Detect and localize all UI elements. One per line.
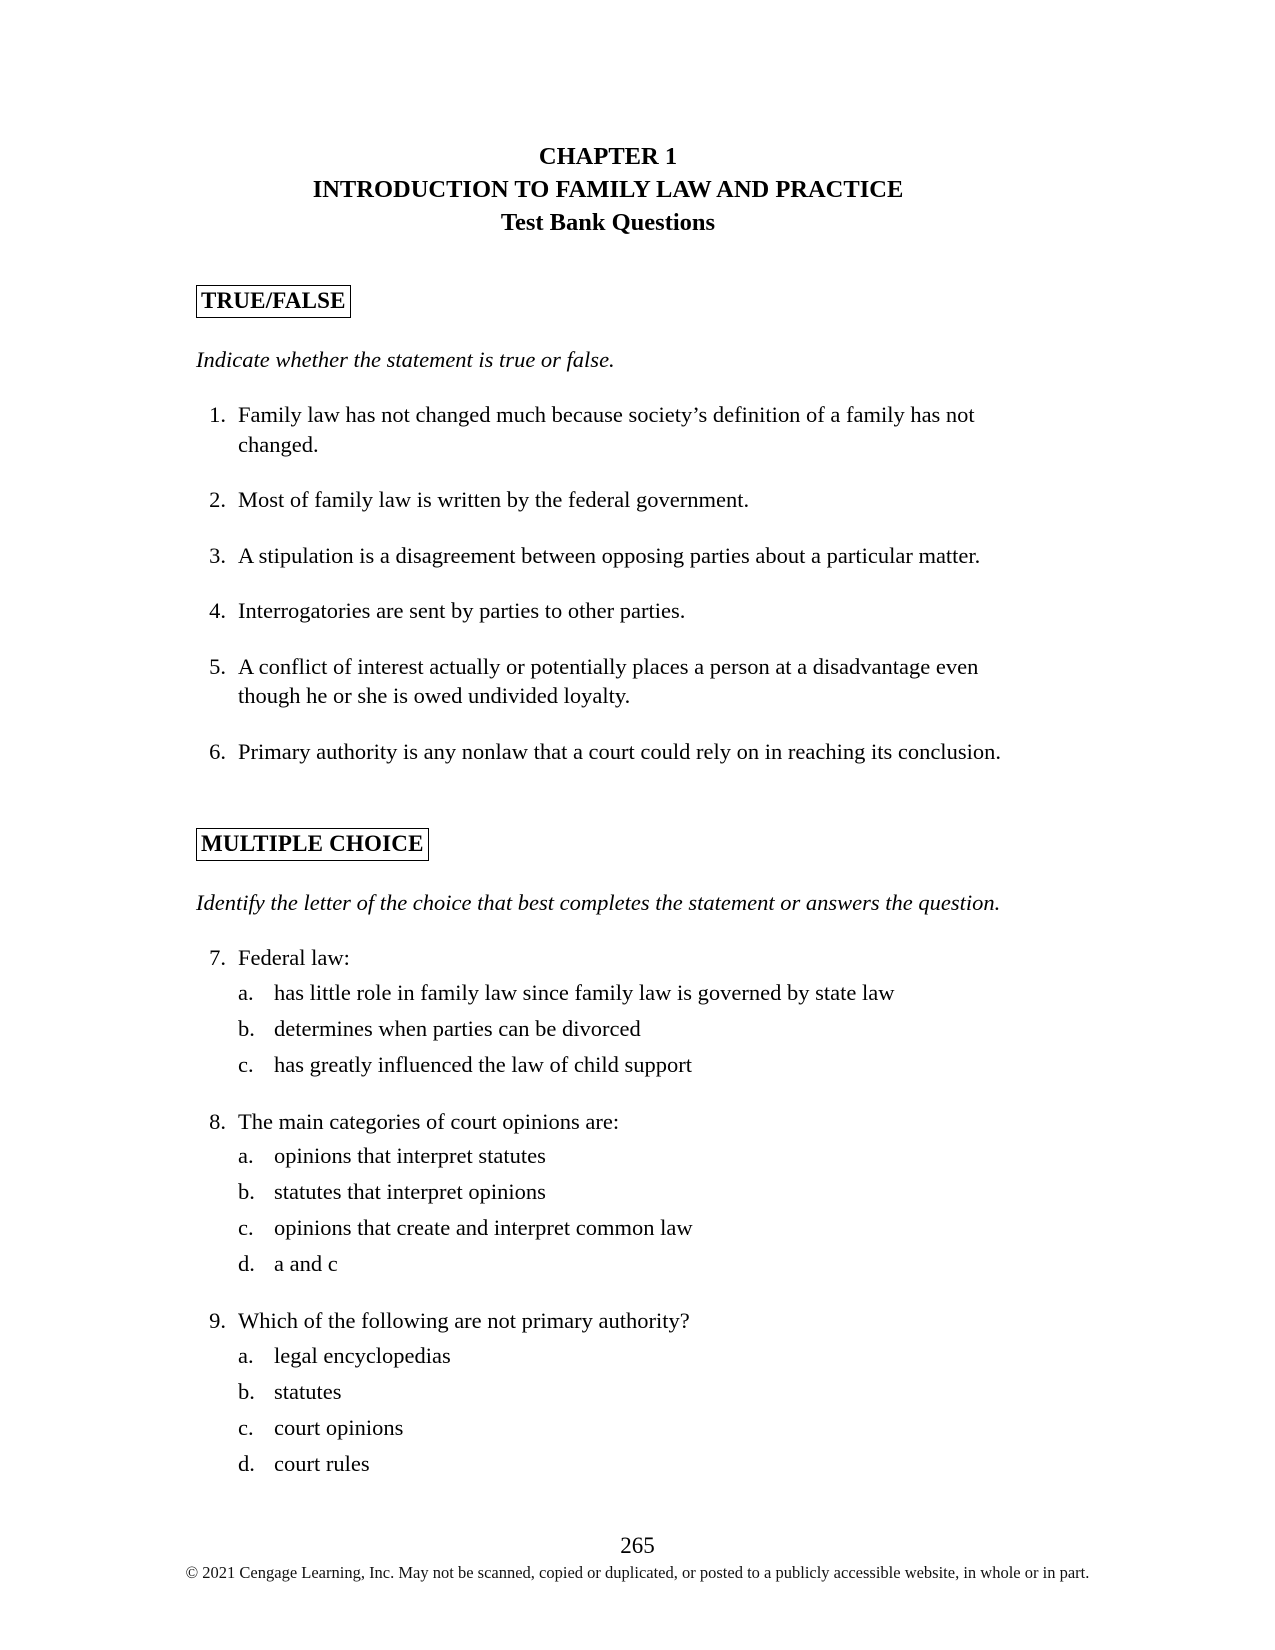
question-item <box>196 737 1020 767</box>
question-text: A conflict of interest actually or potentially places a person at a disadvantage even though he or she is owed undivided loyalty. <box>238 653 979 708</box>
question-item <box>196 485 1020 515</box>
choice-list <box>238 1339 1020 1480</box>
choice-letter: c. <box>238 1414 254 1440</box>
question-text: Federal law: <box>238 945 350 970</box>
multiplechoice-question-list <box>196 943 1020 1480</box>
title-kind: Test Bank Questions <box>500 209 716 236</box>
truefalse-question-list <box>196 400 1020 766</box>
choice-item[interactable] <box>238 1012 1020 1045</box>
question-text: Which of the following are not primary authority? <box>238 1308 690 1333</box>
choice-letter: d. <box>238 1450 255 1476</box>
section-header-multiplechoice-wrapper <box>196 828 1020 861</box>
choice-item[interactable] <box>238 1339 1020 1372</box>
page-number: 265 <box>620 1533 655 1558</box>
copyright-notice: © 2021 Cengage Learning, Inc. May not be scanned, copied or duplicated, or posted to a publicly accessible website, in whole or in part. <box>185 1563 1090 1582</box>
question-item <box>196 400 1020 459</box>
choice-letter: a. <box>238 979 254 1005</box>
title-subject: INTRODUCTION TO FAMILY LAW AND PRACTICE <box>312 176 904 203</box>
page-footer <box>0 1532 1275 1584</box>
question-number: 2. <box>209 487 226 512</box>
question-item <box>196 596 1020 626</box>
instruction-truefalse: Indicate whether the statement is true or false. <box>196 347 615 372</box>
title-chapter: CHAPTER 1 <box>538 143 678 170</box>
question-text: Most of family law is written by the federal government. <box>238 487 750 512</box>
choice-item[interactable] <box>238 1139 1020 1172</box>
choice-letter: a. <box>238 1143 254 1168</box>
page-content <box>196 140 1020 1480</box>
question-number: 6. <box>209 738 226 764</box>
choice-text: has little role in family law since family law is governed by state law <box>274 979 895 1005</box>
choice-text: legal encyclopedias <box>274 1342 451 1368</box>
choice-item[interactable] <box>238 976 1020 1009</box>
choice-letter: c. <box>238 1051 254 1077</box>
choice-list <box>238 1139 1020 1280</box>
choice-text: has greatly influenced the law of child support <box>274 1051 692 1077</box>
choice-item[interactable] <box>238 1175 1020 1208</box>
question-number: 8. <box>209 1108 226 1134</box>
question-text: Interrogatories are sent by parties to other parties. <box>238 598 686 623</box>
choice-text: court rules <box>274 1450 370 1476</box>
choice-list <box>238 976 1020 1081</box>
choice-text: statutes that interpret opinions <box>274 1179 546 1204</box>
question-number: 9. <box>209 1308 226 1333</box>
choice-letter: c. <box>238 1215 254 1240</box>
choice-item[interactable] <box>238 1375 1020 1408</box>
question-item <box>196 1107 1020 1281</box>
choice-text: statutes <box>274 1378 342 1404</box>
choice-text: determines when parties can be divorced <box>274 1015 641 1041</box>
question-text: A stipulation is a disagreement between opposing parties about a particular matter. <box>238 542 981 568</box>
question-text: Family law has not changed much because society’s definition of a family has not changed. <box>238 402 975 457</box>
choice-text: a and c <box>274 1251 338 1276</box>
section-header-truefalse-wrapper <box>196 285 1020 318</box>
question-number: 3. <box>209 542 226 568</box>
question-number: 4. <box>209 598 226 623</box>
choice-letter: b. <box>238 1015 255 1041</box>
question-item <box>196 943 1020 1081</box>
page-title <box>196 140 1020 239</box>
question-item <box>196 652 1020 711</box>
choice-letter: b. <box>238 1179 255 1204</box>
question-item <box>196 1306 1020 1480</box>
section-header-truefalse: TRUE/FALSE <box>196 285 351 318</box>
question-text: The main categories of court opinions are: <box>238 1108 620 1134</box>
choice-item[interactable] <box>238 1411 1020 1444</box>
question-number: 5. <box>209 653 226 679</box>
question-number: 7. <box>209 945 226 970</box>
section-header-multiplechoice: MULTIPLE CHOICE <box>196 828 429 861</box>
choice-item[interactable] <box>238 1247 1020 1280</box>
choice-text: court opinions <box>274 1414 404 1440</box>
choice-text: opinions that interpret statutes <box>274 1143 546 1168</box>
choice-letter: a. <box>238 1342 254 1368</box>
choice-item[interactable] <box>238 1211 1020 1244</box>
choice-item[interactable] <box>238 1447 1020 1480</box>
choice-item[interactable] <box>238 1048 1020 1081</box>
choice-text: opinions that create and interpret common law <box>274 1215 693 1240</box>
instruction-multiplechoice: Identify the letter of the choice that best completes the statement or answers the question. <box>196 890 1001 915</box>
question-item <box>196 541 1020 571</box>
question-text: Primary authority is any nonlaw that a court could rely on in reaching its conclusion. <box>238 738 1001 764</box>
choice-letter: d. <box>238 1251 255 1276</box>
question-number: 1. <box>209 402 226 427</box>
choice-letter: b. <box>238 1378 255 1404</box>
